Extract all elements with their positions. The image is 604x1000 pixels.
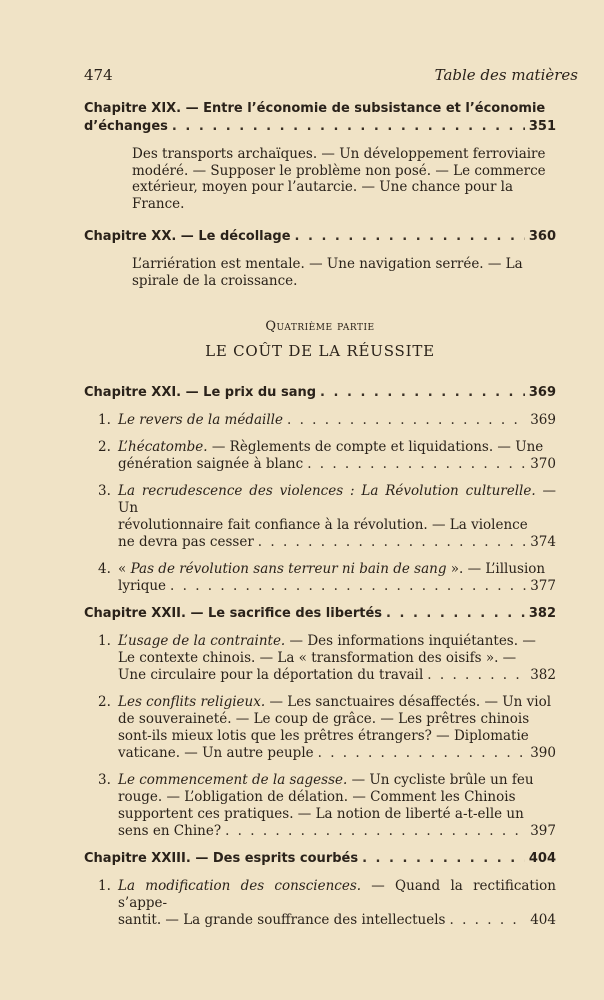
dot-leader (318, 745, 527, 762)
page-header (84, 66, 578, 88)
section-text: de souveraineté. — Le coup de grâce. — Les prêtres chinois (118, 711, 530, 727)
section-title: Pas de révolution sans terreur ni bain de sang (130, 561, 447, 577)
section-text: — Quand la rectification s’appe- (118, 878, 556, 911)
section-number: 2. (98, 694, 111, 710)
chapter-22-title: Chapitre XXII. — Le sacrifice des libertés (84, 606, 383, 621)
section-text: ». — L’illusion (446, 561, 546, 577)
chapter-22 (84, 605, 556, 623)
chapter-20-title: Chapitre XX. — Le décollage (84, 229, 291, 244)
section-number: 3. (98, 483, 111, 499)
chapter-21-page: 369 (528, 385, 556, 400)
dot-leader (287, 412, 526, 429)
section-text: ne devra pas cesser (118, 534, 254, 550)
chapter-23-title: Chapitre XXIII. — Des esprits courbés (84, 851, 359, 866)
section-line (118, 633, 556, 650)
section-text: — Les sanctuaires désaffectés. — Un viol (265, 694, 552, 710)
section-title: Le commencement de la sagesse. (118, 772, 348, 788)
section-page: 377 (530, 578, 556, 594)
section-21-3 (84, 483, 556, 551)
chapter-21-title: Chapitre XXI. — Le prix du sang (84, 385, 317, 400)
summary-line: L’arriération est mentale. — Une navigation serrée. — La (132, 256, 523, 272)
section-22-3 (84, 772, 556, 840)
part-label: Quatrième partie (265, 319, 375, 334)
section-line (118, 439, 556, 456)
summary-line: Des transports archaïques. — Un développement ferroviaire (132, 146, 546, 162)
section-text: révolutionnaire fait confiance à la révolution. — La violence (118, 517, 528, 533)
section-page: 397 (530, 823, 556, 839)
section-page: 369 (530, 412, 556, 428)
section-number: 3. (98, 772, 111, 788)
section-text: génération saignée à blanc (118, 456, 304, 472)
chapter-19-page: 351 (528, 119, 556, 134)
section-text: vaticane. — Un autre peuple (118, 745, 314, 761)
chapter-20-page: 360 (528, 229, 556, 244)
dot-leader (225, 823, 526, 840)
chapter-19-title-line1: Chapitre XIX. — Entre l’économie de subsistance et l’économie (84, 101, 546, 116)
section-number: 1. (98, 633, 111, 649)
part-title: LE COÛT DE LA RÉUSSITE (205, 342, 435, 360)
section-21-1 (84, 412, 556, 429)
dot-leader (170, 578, 526, 595)
dot-leader (386, 605, 525, 623)
summary-line: extérieur, moyen pour l’autarcie. — Une chance pour la (132, 179, 514, 195)
dot-leader (427, 667, 526, 684)
chapter-19-summary (84, 146, 556, 212)
section-title: La modification des consciences. (118, 878, 362, 894)
page-number: 474 (84, 66, 113, 84)
section-line (118, 878, 556, 912)
section-21-2 (84, 439, 556, 473)
running-title: Table des matières (434, 66, 578, 84)
chapter-20 (84, 228, 556, 246)
table-of-contents (84, 100, 556, 939)
section-page: 374 (530, 534, 556, 550)
chapter-23-page: 404 (528, 851, 556, 866)
chapter-21 (84, 384, 556, 402)
section-line (118, 694, 556, 711)
section-line (118, 772, 556, 789)
section-title: L’usage de la contrainte. (118, 633, 286, 649)
section-text: — Un (118, 483, 556, 516)
section-23-1 (84, 878, 556, 929)
section-text: sens en Chine? (118, 823, 222, 839)
dot-leader (307, 456, 526, 473)
chapter-22-page: 382 (528, 606, 556, 621)
section-text: « (118, 561, 131, 577)
section-title: L’hécatombe. (118, 439, 208, 455)
section-number: 4. (98, 561, 111, 577)
section-number: 1. (98, 878, 111, 894)
section-page: 382 (530, 667, 556, 683)
section-page: 390 (530, 745, 556, 761)
dot-leader (320, 384, 525, 402)
section-page: 370 (530, 456, 556, 472)
summary-line: modéré. — Supposer le problème non posé. — Le commerce (132, 162, 546, 179)
chapter-23 (84, 850, 556, 868)
section-number: 1. (98, 412, 111, 428)
section-text: Le contexte chinois. — La « transformation des oisifs ». — (118, 650, 517, 666)
section-21-4 (84, 561, 556, 595)
section-text: — Un cycliste brûle un feu (347, 772, 534, 788)
summary-line: spirale de la croissance. (132, 272, 298, 289)
section-text: sont-ils mieux lotis que les prêtres étrangers? — Diplomatie (118, 728, 529, 744)
section-text: lyrique (118, 578, 167, 594)
chapter-20-summary (84, 256, 556, 289)
section-text: — Des informations inquiétantes. — (285, 633, 536, 649)
chapter-19 (84, 100, 556, 136)
section-title: La recrudescence des violences : La Révolution culturelle. (118, 483, 536, 499)
dot-leader (172, 118, 525, 136)
section-22-2 (84, 694, 556, 762)
section-title: Le revers de la médaille (118, 412, 283, 428)
section-text: — Règlements de compte et liquidations. — Une (207, 439, 544, 455)
dot-leader (449, 912, 526, 929)
section-text: santit. — La grande souffrance des intellectuels (118, 912, 446, 928)
chapter-19-title-line2: d’échanges (84, 119, 168, 134)
section-number: 2. (98, 439, 111, 455)
section-line (118, 483, 556, 517)
section-line (118, 561, 556, 578)
dot-leader (295, 228, 525, 246)
dot-leader (258, 534, 526, 551)
section-text: Une circulaire pour la déportation du travail (118, 667, 424, 683)
dot-leader (362, 850, 525, 868)
part-heading (84, 319, 556, 360)
section-text: supportent ces pratiques. — La notion de liberté a-t-elle un (118, 806, 524, 822)
summary-line: France. (132, 195, 185, 212)
section-page: 404 (530, 912, 556, 928)
section-text: rouge. — L’obligation de délation. — Comment les Chinois (118, 789, 516, 805)
section-22-1 (84, 633, 556, 684)
section-title: Les conflits religieux. (118, 694, 266, 710)
